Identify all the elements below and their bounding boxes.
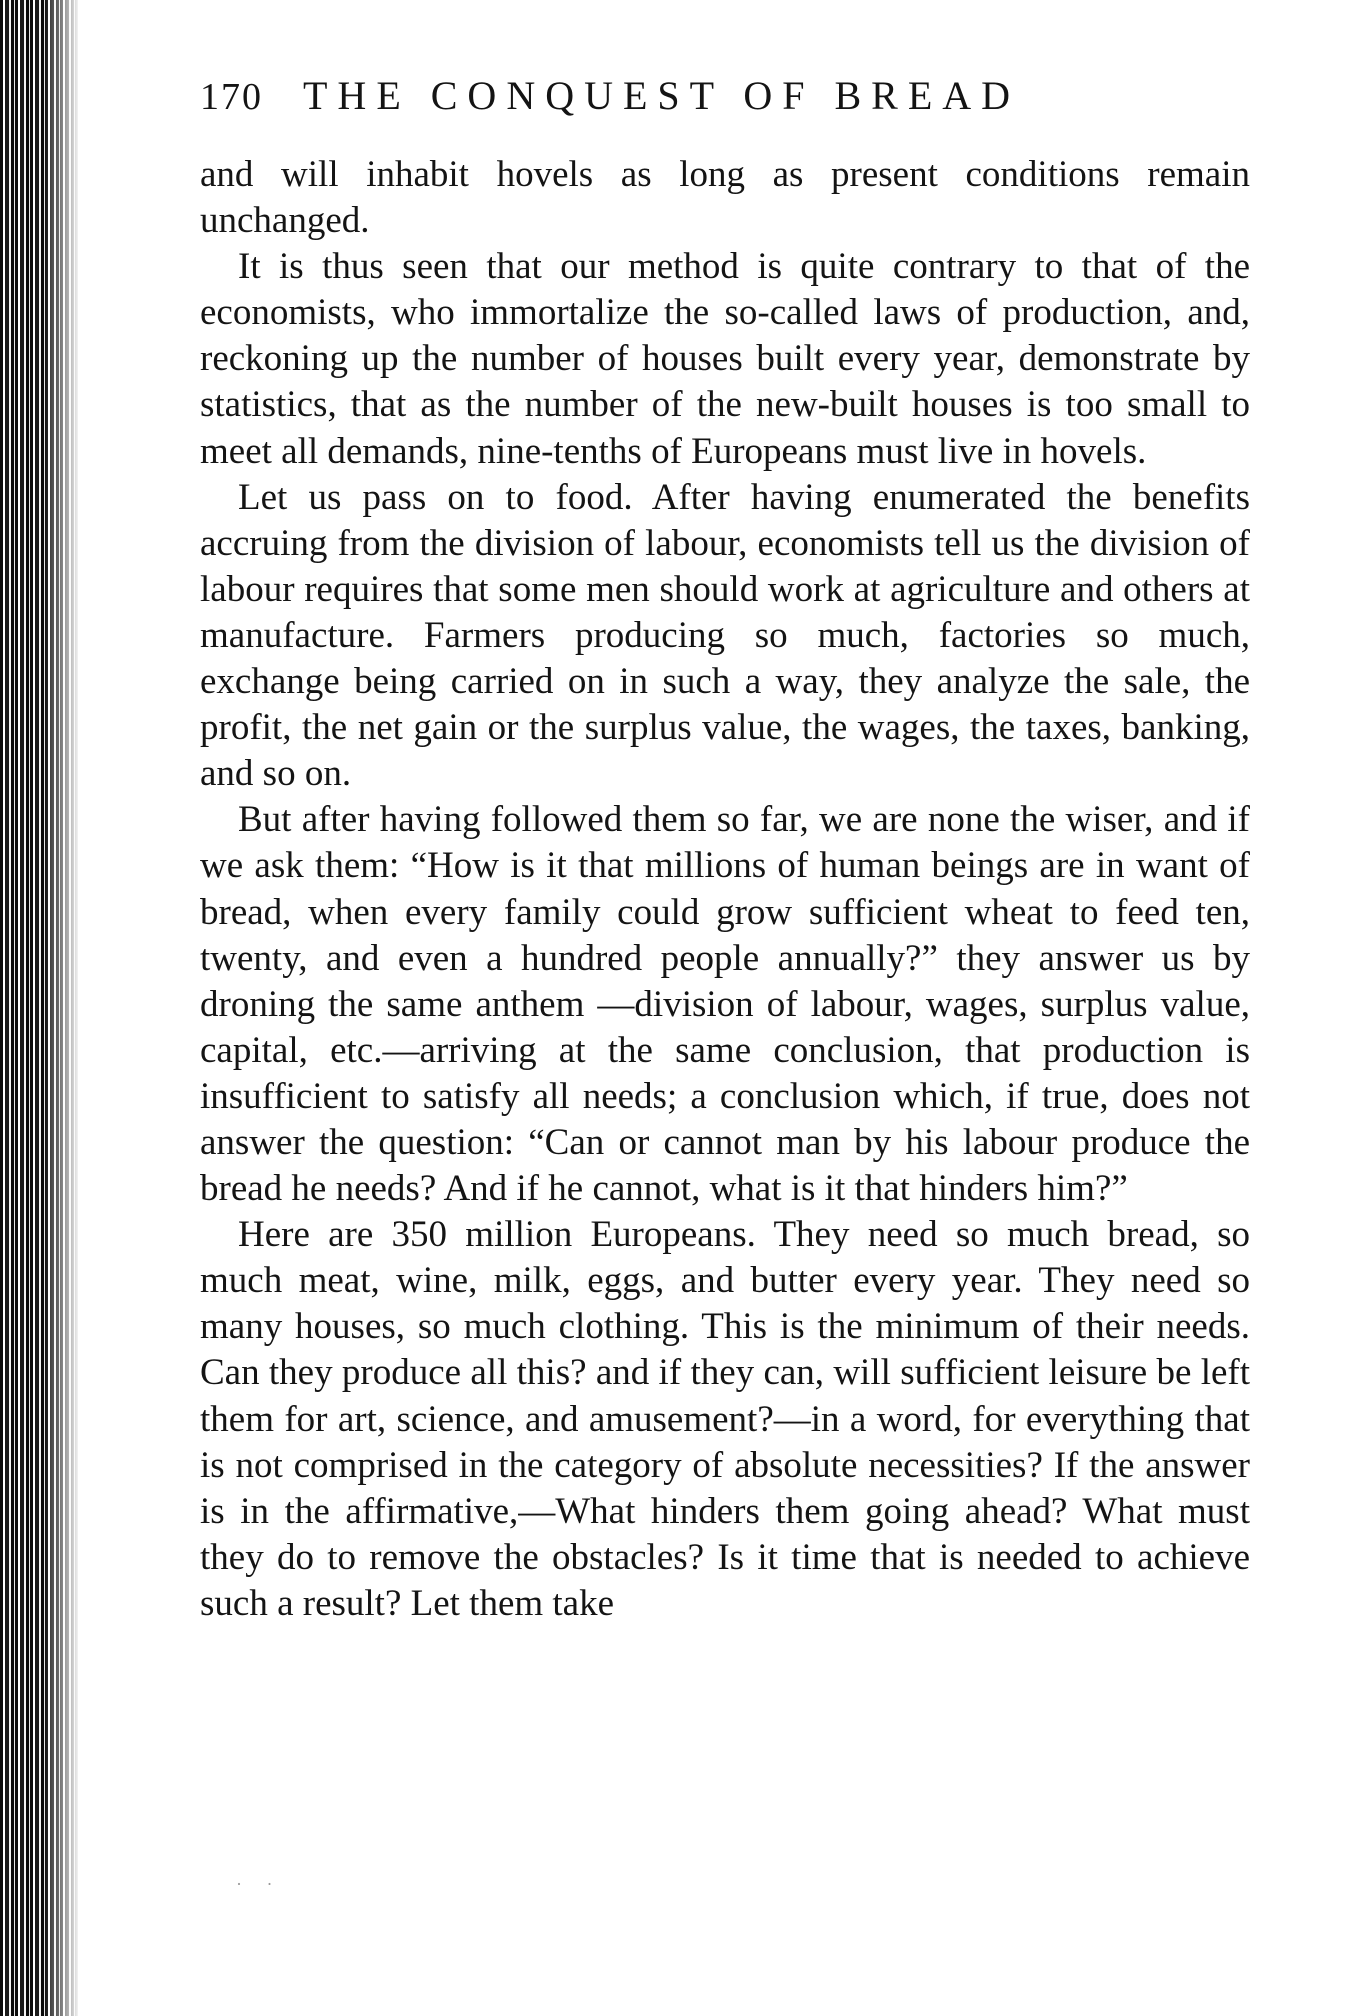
book-title: THE CONQUEST OF BREAD xyxy=(303,73,1021,118)
paragraph: But after having followed them so far, we are none the wiser, and if we ask them: “How is it that millions of human beings are in want of bread, when every family could grow sufficient wheat to feed ten, twenty, and even a hundred people annually?” they answer us by droning the same anthem —division of labour, wages, surplus value, capital, etc.—arriving at the same conclusion, that production is insufficient to satisfy all needs; a conclusion which, if true, does not answer the question: “Can or cannot man by his labour produce the bread he needs? And if he cannot, what is it that hinders him?” xyxy=(200,799,1250,1210)
book-binding-gutter xyxy=(0,0,80,2016)
paragraph: It is thus seen that our method is quite contrary to that of the economists, who immortalize the so-called laws of production, and, reckoning up the number of houses built every year, demonstrate by statistics, that as the number of the new-built houses is too small to meet all demands, nine-tenths of Europeans must live in hovels. xyxy=(200,246,1250,472)
paragraph: Here are 350 million Europeans. They need so much bread, so much meat, wine, milk, eggs, and butter every year. They need so many houses, so much clothing. This is the minimum of their needs. Can they produce all this? and if they can, will sufficient leisure be left them for art, science, and amusement?—in a word, for everything that is not comprised in the category of absolute necessities? If the answer is in the affirmative,—What hinders them going ahead? What must they do to remove the obstacles? Is it time that is needed to achieve such a result? Let them take xyxy=(200,1214,1250,1624)
body-text xyxy=(200,152,1250,1627)
paragraph: and will inhabit hovels as long as present conditions remain unchanged. xyxy=(200,154,1250,242)
paragraph: Let us pass on to food. After having enumerated the benefits accruing from the division of labour, economists tell us the division of labour requires that some men should work at agriculture and others at manufacture. Farmers producing so much, factories so much, exchange being carried on in such a way, they analyze the sale, the profit, the net gain or the surplus value, the wages, the taxes, banking, and so on. xyxy=(200,476,1250,795)
book-page xyxy=(200,72,1250,1627)
margin-specks: · · xyxy=(236,1874,283,1894)
page-number: 170 xyxy=(200,76,263,118)
running-head xyxy=(200,72,1250,132)
